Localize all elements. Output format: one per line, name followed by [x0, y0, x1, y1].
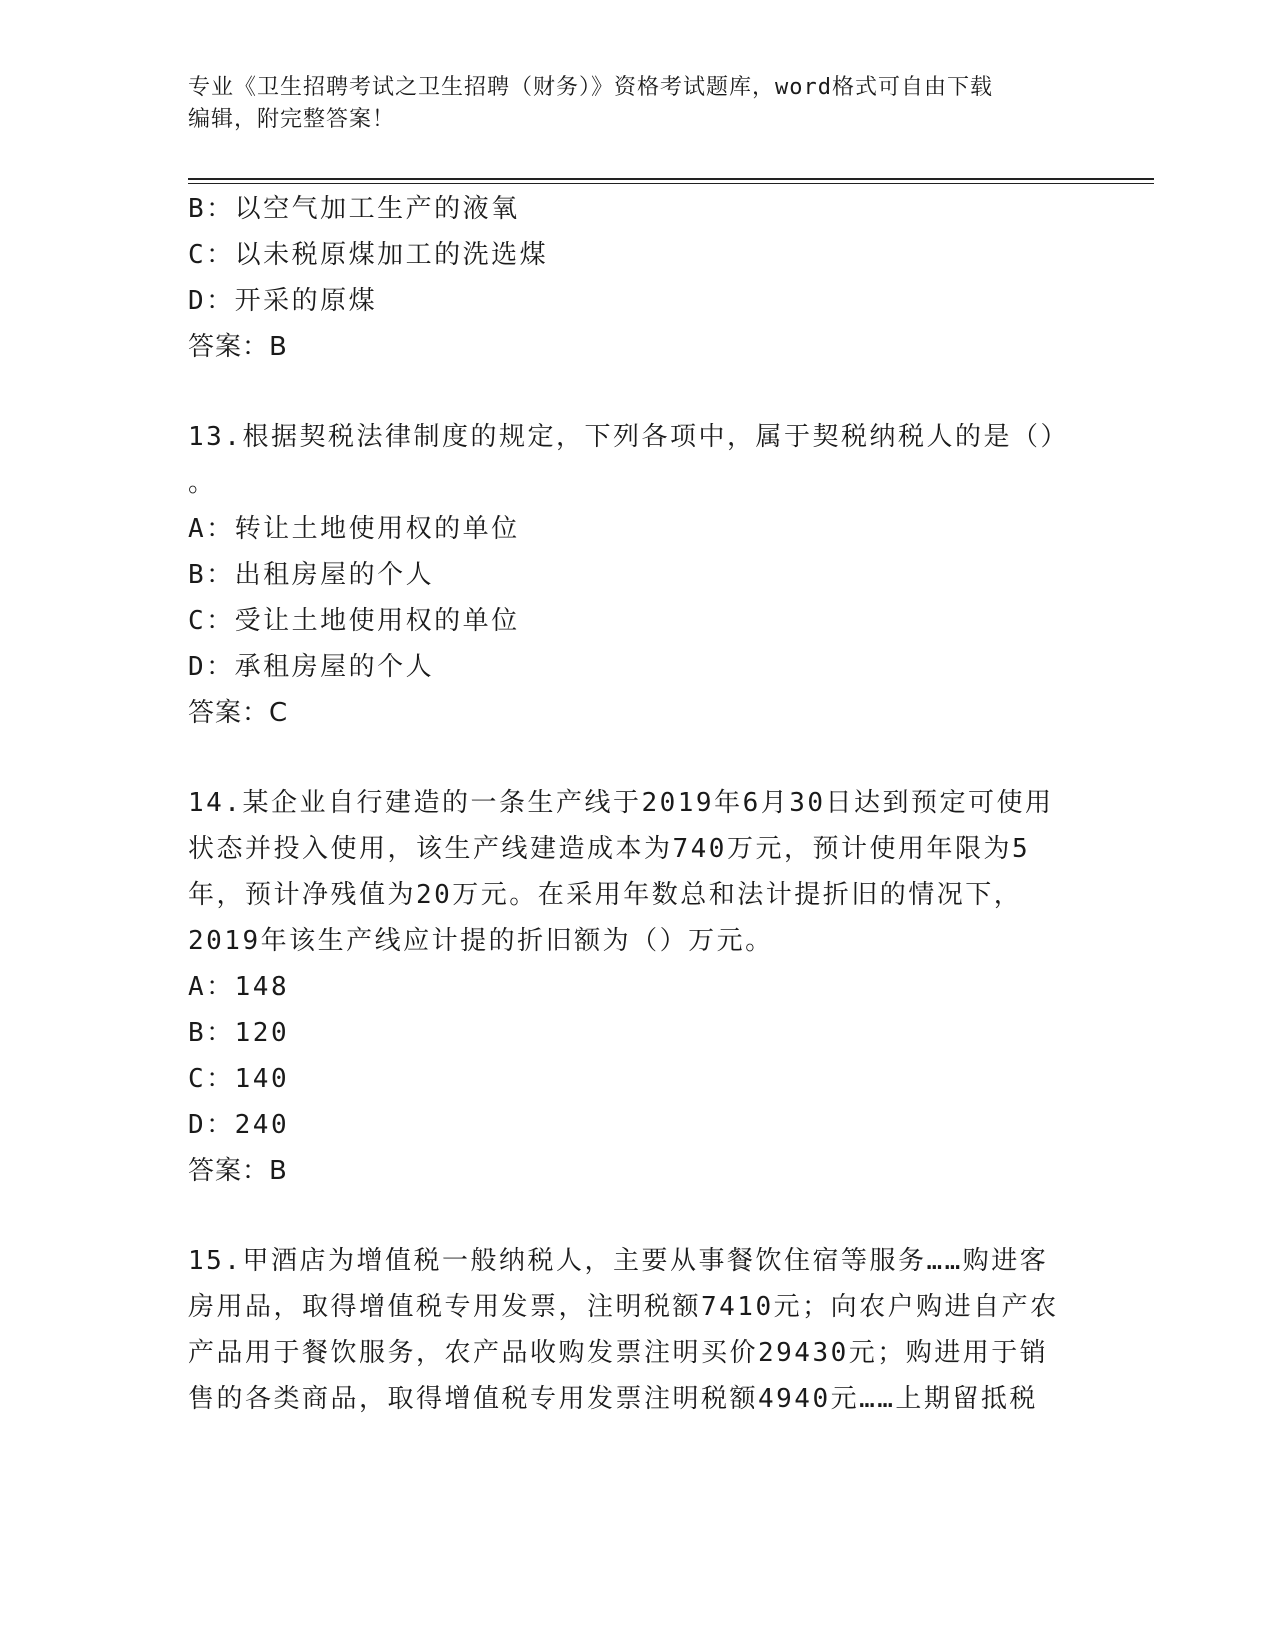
option-d: D：开采的原煤 — [188, 286, 378, 316]
question-stem-line-3: 年，预计净残值为20万元。在采用年数总和法计提折旧的情况下， — [188, 880, 1023, 910]
question-13 — [188, 414, 1068, 736]
question-stem-line-2: 状态并投入使用，该生产线建造成本为740万元，预计使用年限为5 — [188, 834, 1031, 864]
question-12 — [188, 186, 1068, 370]
answer-line: 答案：C — [188, 698, 289, 728]
option-a: A：148 — [188, 972, 290, 1002]
question-stem-line-2: 房用品，取得增值税专用发票，注明税额7410元；向农户购进自产农 — [188, 1292, 1059, 1322]
option-c: C：140 — [188, 1064, 290, 1094]
question-15 — [188, 1238, 1068, 1422]
question-stem-line-4: 售的各类商品，取得增值税专用发票注明税额4940元……上期留抵税 — [188, 1384, 1038, 1414]
document-body — [188, 186, 1068, 1422]
header-line-2: 编辑，附完整答案！ — [188, 107, 396, 132]
header-line-1: 专业《卫生招聘考试之卫生招聘（财务）》资格考试题库，word格式可自由下载 — [188, 75, 993, 100]
option-d: D：240 — [188, 1110, 290, 1140]
question-stem-line-4: 2019年该生产线应计提的折旧额为（）万元。 — [188, 926, 774, 956]
spacer — [188, 1194, 1068, 1238]
header-rule-thin — [188, 183, 1154, 184]
option-b: B：以空气加工生产的液氧 — [188, 194, 520, 224]
answer-line: 答案：B — [188, 332, 288, 362]
option-b: B：出租房屋的个人 — [188, 560, 435, 590]
answer-line: 答案：B — [188, 1156, 288, 1186]
document-header — [188, 72, 1068, 136]
spacer — [188, 736, 1068, 780]
option-c: C：以未税原煤加工的洗选煤 — [188, 240, 549, 270]
spacer — [188, 370, 1068, 414]
question-14 — [188, 780, 1068, 1194]
option-d: D：承租房屋的个人 — [188, 652, 435, 682]
question-stem-line-2: 。 — [188, 468, 217, 498]
header-rule-thick — [188, 178, 1154, 180]
question-stem-line-3: 产品用于餐饮服务，农产品收购发票注明买价29430元；购进用于销 — [188, 1338, 1049, 1368]
option-b: B：120 — [188, 1018, 290, 1048]
question-stem-line-1: 13.根据契税法律制度的规定，下列各项中，属于契税纳税人的是（） — [188, 422, 1069, 452]
question-stem-line-1: 15.甲酒店为增值税一般纳税人，主要从事餐饮住宿等服务……购进客 — [188, 1246, 1049, 1276]
option-a: A：转让土地使用权的单位 — [188, 514, 520, 544]
question-stem-line-1: 14.某企业自行建造的一条生产线于2019年6月30日达到预定可使用 — [188, 788, 1054, 818]
option-c: C：受让土地使用权的单位 — [188, 606, 520, 636]
